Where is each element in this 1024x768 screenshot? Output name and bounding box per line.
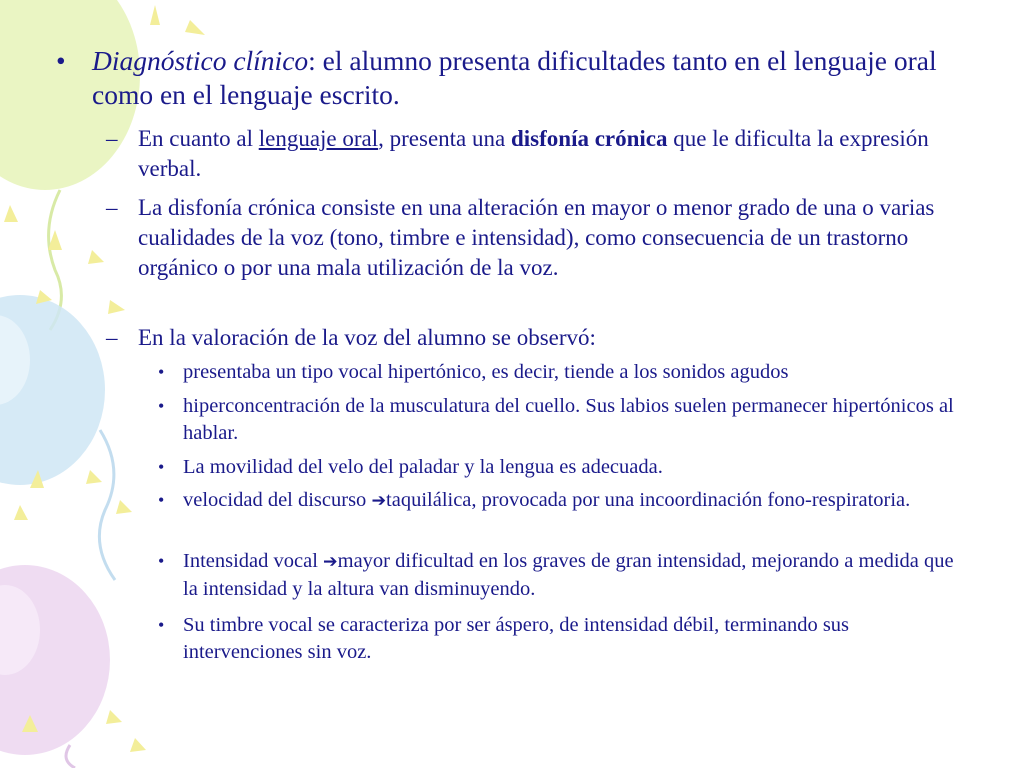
main-bullet-marker: • bbox=[56, 45, 66, 76]
sub-item-text: En cuanto al bbox=[138, 126, 259, 151]
observation-text: velocidad del discurso bbox=[183, 489, 372, 511]
observation-text: taquilálica, provocada por una incoordinación fono-respiratoria. bbox=[386, 489, 911, 511]
dash-marker: – bbox=[106, 195, 118, 220]
observation-text: La movilidad del velo del paladar y la lengua es adecuada. bbox=[183, 456, 663, 478]
observation-item bbox=[158, 393, 963, 447]
diagnosis-text: : el alumno presenta dificultades tanto en el lenguaje oral como en el lenguaje escrito. bbox=[92, 45, 937, 110]
observation-text: hiperconcentración de la musculatura del cuello. Sus labios suelen permanecer hipertónicos al hablar. bbox=[183, 395, 954, 444]
bullet-marker: • bbox=[158, 362, 165, 382]
observation-item bbox=[158, 487, 963, 515]
sub-item-dysphonia-definition bbox=[106, 193, 988, 283]
bullet-marker: • bbox=[158, 490, 165, 510]
dash-marker: – bbox=[106, 126, 118, 151]
observation-text: presentaba un tipo vocal hipertónico, es decir, tiende a los sonidos agudos bbox=[183, 361, 789, 383]
diagnosis-term: Diagnóstico clínico bbox=[92, 45, 309, 76]
main-bullet bbox=[56, 44, 992, 112]
underlined-term: lenguaje oral bbox=[258, 126, 379, 151]
bullet-marker: • bbox=[158, 457, 165, 477]
sub-item-oral-language bbox=[106, 124, 988, 184]
sub-item-voice-assessment bbox=[106, 323, 988, 353]
bold-term: disfonía crónica bbox=[510, 126, 668, 151]
bullet-marker: • bbox=[158, 615, 165, 635]
observation-item bbox=[158, 612, 963, 666]
bullet-marker: • bbox=[158, 396, 165, 416]
dash-marker: – bbox=[106, 325, 118, 350]
arrow-icon: ➔ bbox=[371, 491, 387, 511]
observation-item bbox=[158, 454, 963, 481]
sub-item-text: , presenta una bbox=[378, 126, 511, 151]
observation-item bbox=[158, 548, 963, 603]
sub-item-text: En la valoración de la voz del alumno se observó: bbox=[138, 325, 596, 350]
observation-text: mayor dificultad en los graves de gran intensidad, mejorando a medida que la intensidad y la altura van disminuyendo. bbox=[183, 550, 954, 600]
sub-item-text: La disfonía crónica consiste en una alteración en mayor o menor grado de una o varias cualidades de la voz (tono, timbre e intensidad), como consecuencia de un trastorno orgánico o por una mala utilización de la voz. bbox=[138, 195, 935, 280]
observation-text: Intensidad vocal bbox=[183, 550, 324, 572]
observation-item bbox=[158, 359, 963, 386]
arrow-icon: ➔ bbox=[323, 552, 338, 572]
sub-item-text: que le dificulta la expresión verbal. bbox=[138, 126, 929, 181]
observation-text: Su timbre vocal se caracteriza por ser áspero, de intensidad débil, terminando sus intervenciones sin voz. bbox=[183, 614, 850, 663]
bullet-marker: • bbox=[158, 551, 165, 571]
